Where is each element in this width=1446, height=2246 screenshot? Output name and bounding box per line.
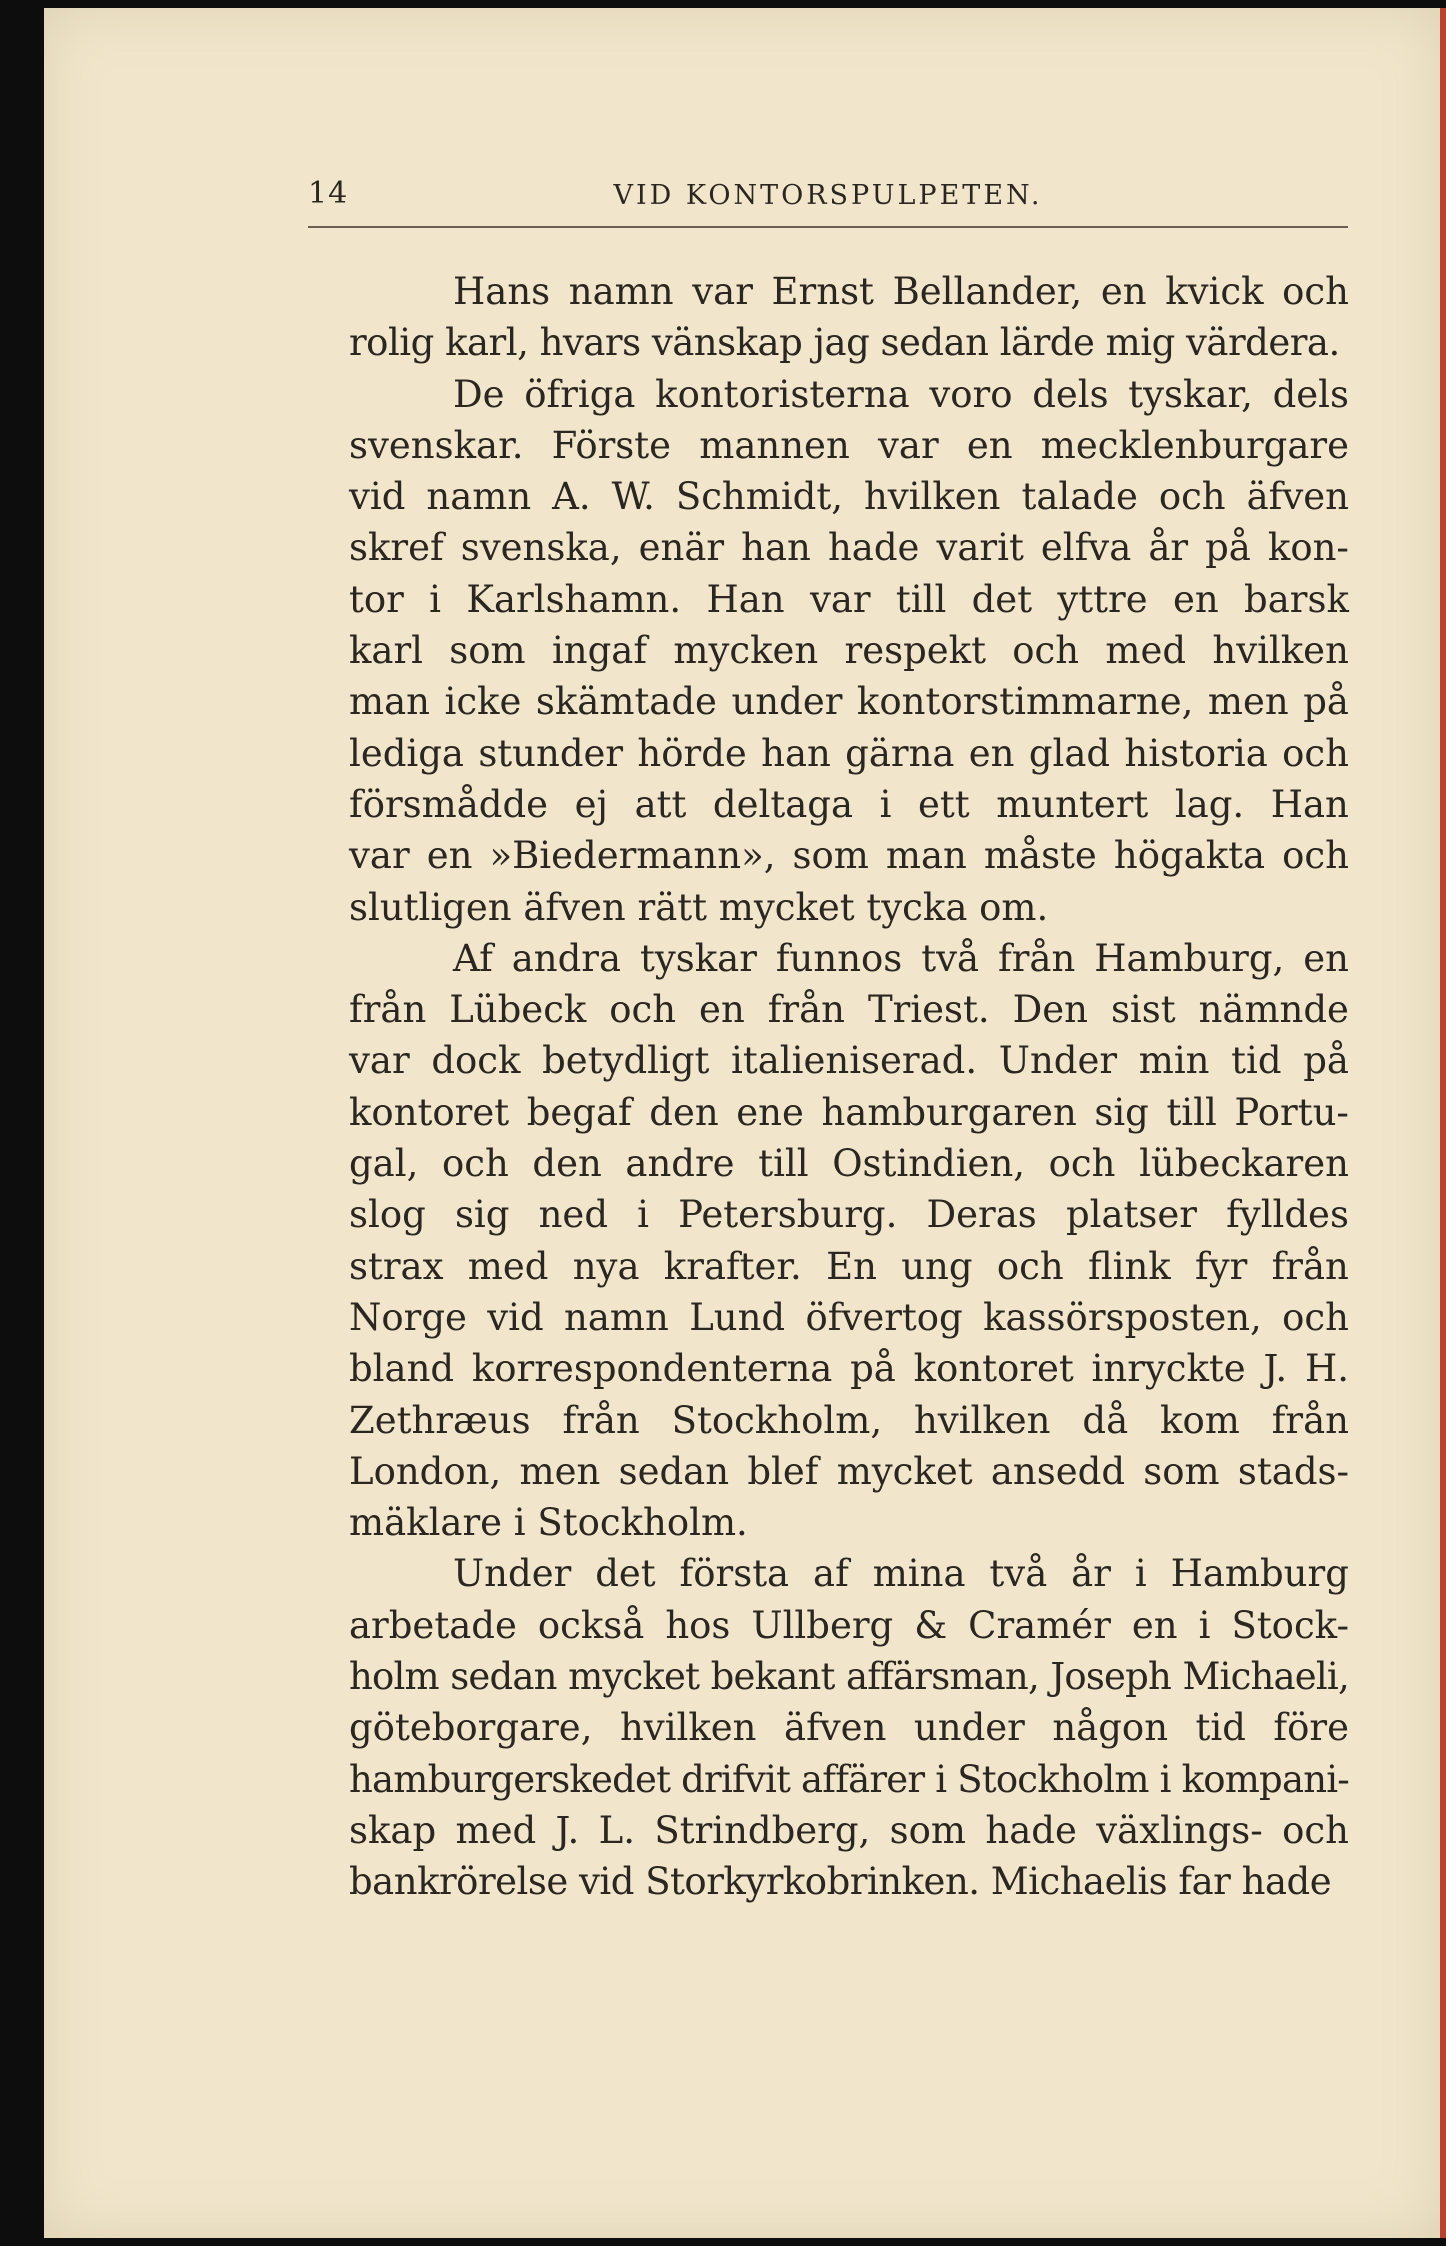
text-line: lediga stunder hörde han gärna en glad historia och <box>349 731 1349 775</box>
text-line: skref svenska, enär han hade varit elfva år på kon- <box>349 526 1349 570</box>
text-line: Af andra tyskar funnos två från Hamburg, en <box>453 936 1349 980</box>
text-line: Under det första af mina två år i Hamburg <box>453 1552 1349 1596</box>
text-line: man icke skämtade under kontorstimmarne, men på <box>349 680 1349 724</box>
text-line: slutligen äfven rätt mycket tycka om. <box>349 885 1049 929</box>
text-line: gal, och den andre till Ostindien, och lübeckaren <box>349 1142 1349 1186</box>
text-line: var dock betydligt italieniserad. Under min tid på <box>349 1039 1349 1083</box>
text-line: De öfriga kontoristerna voro dels tyskar, dels <box>453 372 1349 416</box>
text-line: försmådde ej att deltaga i ett muntert lag. Han <box>349 782 1349 826</box>
text-line: holm sedan mycket bekant affärsman, Joseph Michaeli, <box>349 1655 1349 1699</box>
page-number: 14 <box>308 176 349 211</box>
text-line: London, men sedan blef mycket ansedd som stads- <box>349 1449 1349 1493</box>
text-line: Zethræus från Stockholm, hvilken då kom från <box>349 1398 1349 1442</box>
header-rule <box>308 226 1348 228</box>
body-text <box>349 266 1349 1908</box>
text-line: strax med nya krafter. En ung och flink fyr från <box>349 1244 1349 1288</box>
text-line: från Lübeck och en från Triest. Den sist nämnde <box>349 988 1349 1032</box>
text-line: Hans namn var Ernst Bellander, en kvick och <box>453 270 1349 313</box>
text-line: mäklare i Stockholm. <box>349 1501 748 1545</box>
text-line: göteborgare, hvilken äfven under någon tid före <box>349 1706 1349 1750</box>
text-line: Norge vid namn Lund öfvertog kassörsposten, och <box>349 1295 1349 1339</box>
text-line: var en »Biedermann», som man måste högakta och <box>349 834 1349 878</box>
text-line: svenskar. Förste mannen var en mecklenburgare <box>349 423 1349 467</box>
running-head: VID KONTORSPULPETEN. <box>613 180 1043 211</box>
text-line: vid namn A. W. Schmidt, hvilken talade och äfven <box>349 475 1349 519</box>
text-line: rolig karl, hvars vänskap jag sedan lärde mig värdera. <box>349 321 1340 365</box>
text-line: kontoret begaf den ene hamburgaren sig till Portu- <box>349 1090 1349 1134</box>
book-page <box>44 8 1446 2238</box>
text-line: bankrörelse vid Storkyrkobrinken. Michaelis far hade <box>349 1860 1332 1904</box>
page-header <box>308 176 1348 230</box>
text-line: karl som ingaf mycken respekt och med hvilken <box>349 629 1349 673</box>
text-line: arbetade också hos Ullberg & Cramér en i Stock- <box>349 1603 1349 1647</box>
text-line: skap med J. L. Strindberg, som hade växlings- och <box>349 1808 1349 1852</box>
text-line: tor i Karlshamn. Han var till det yttre en barsk <box>349 577 1349 621</box>
text-line: bland korrespondenterna på kontoret inryckte J. H. <box>349 1347 1349 1391</box>
text-line: hamburgerskedet drifvit affärer i Stockholm i kompani- <box>349 1757 1349 1801</box>
text-line: slog sig ned i Petersburg. Deras platser fylldes <box>349 1193 1349 1237</box>
